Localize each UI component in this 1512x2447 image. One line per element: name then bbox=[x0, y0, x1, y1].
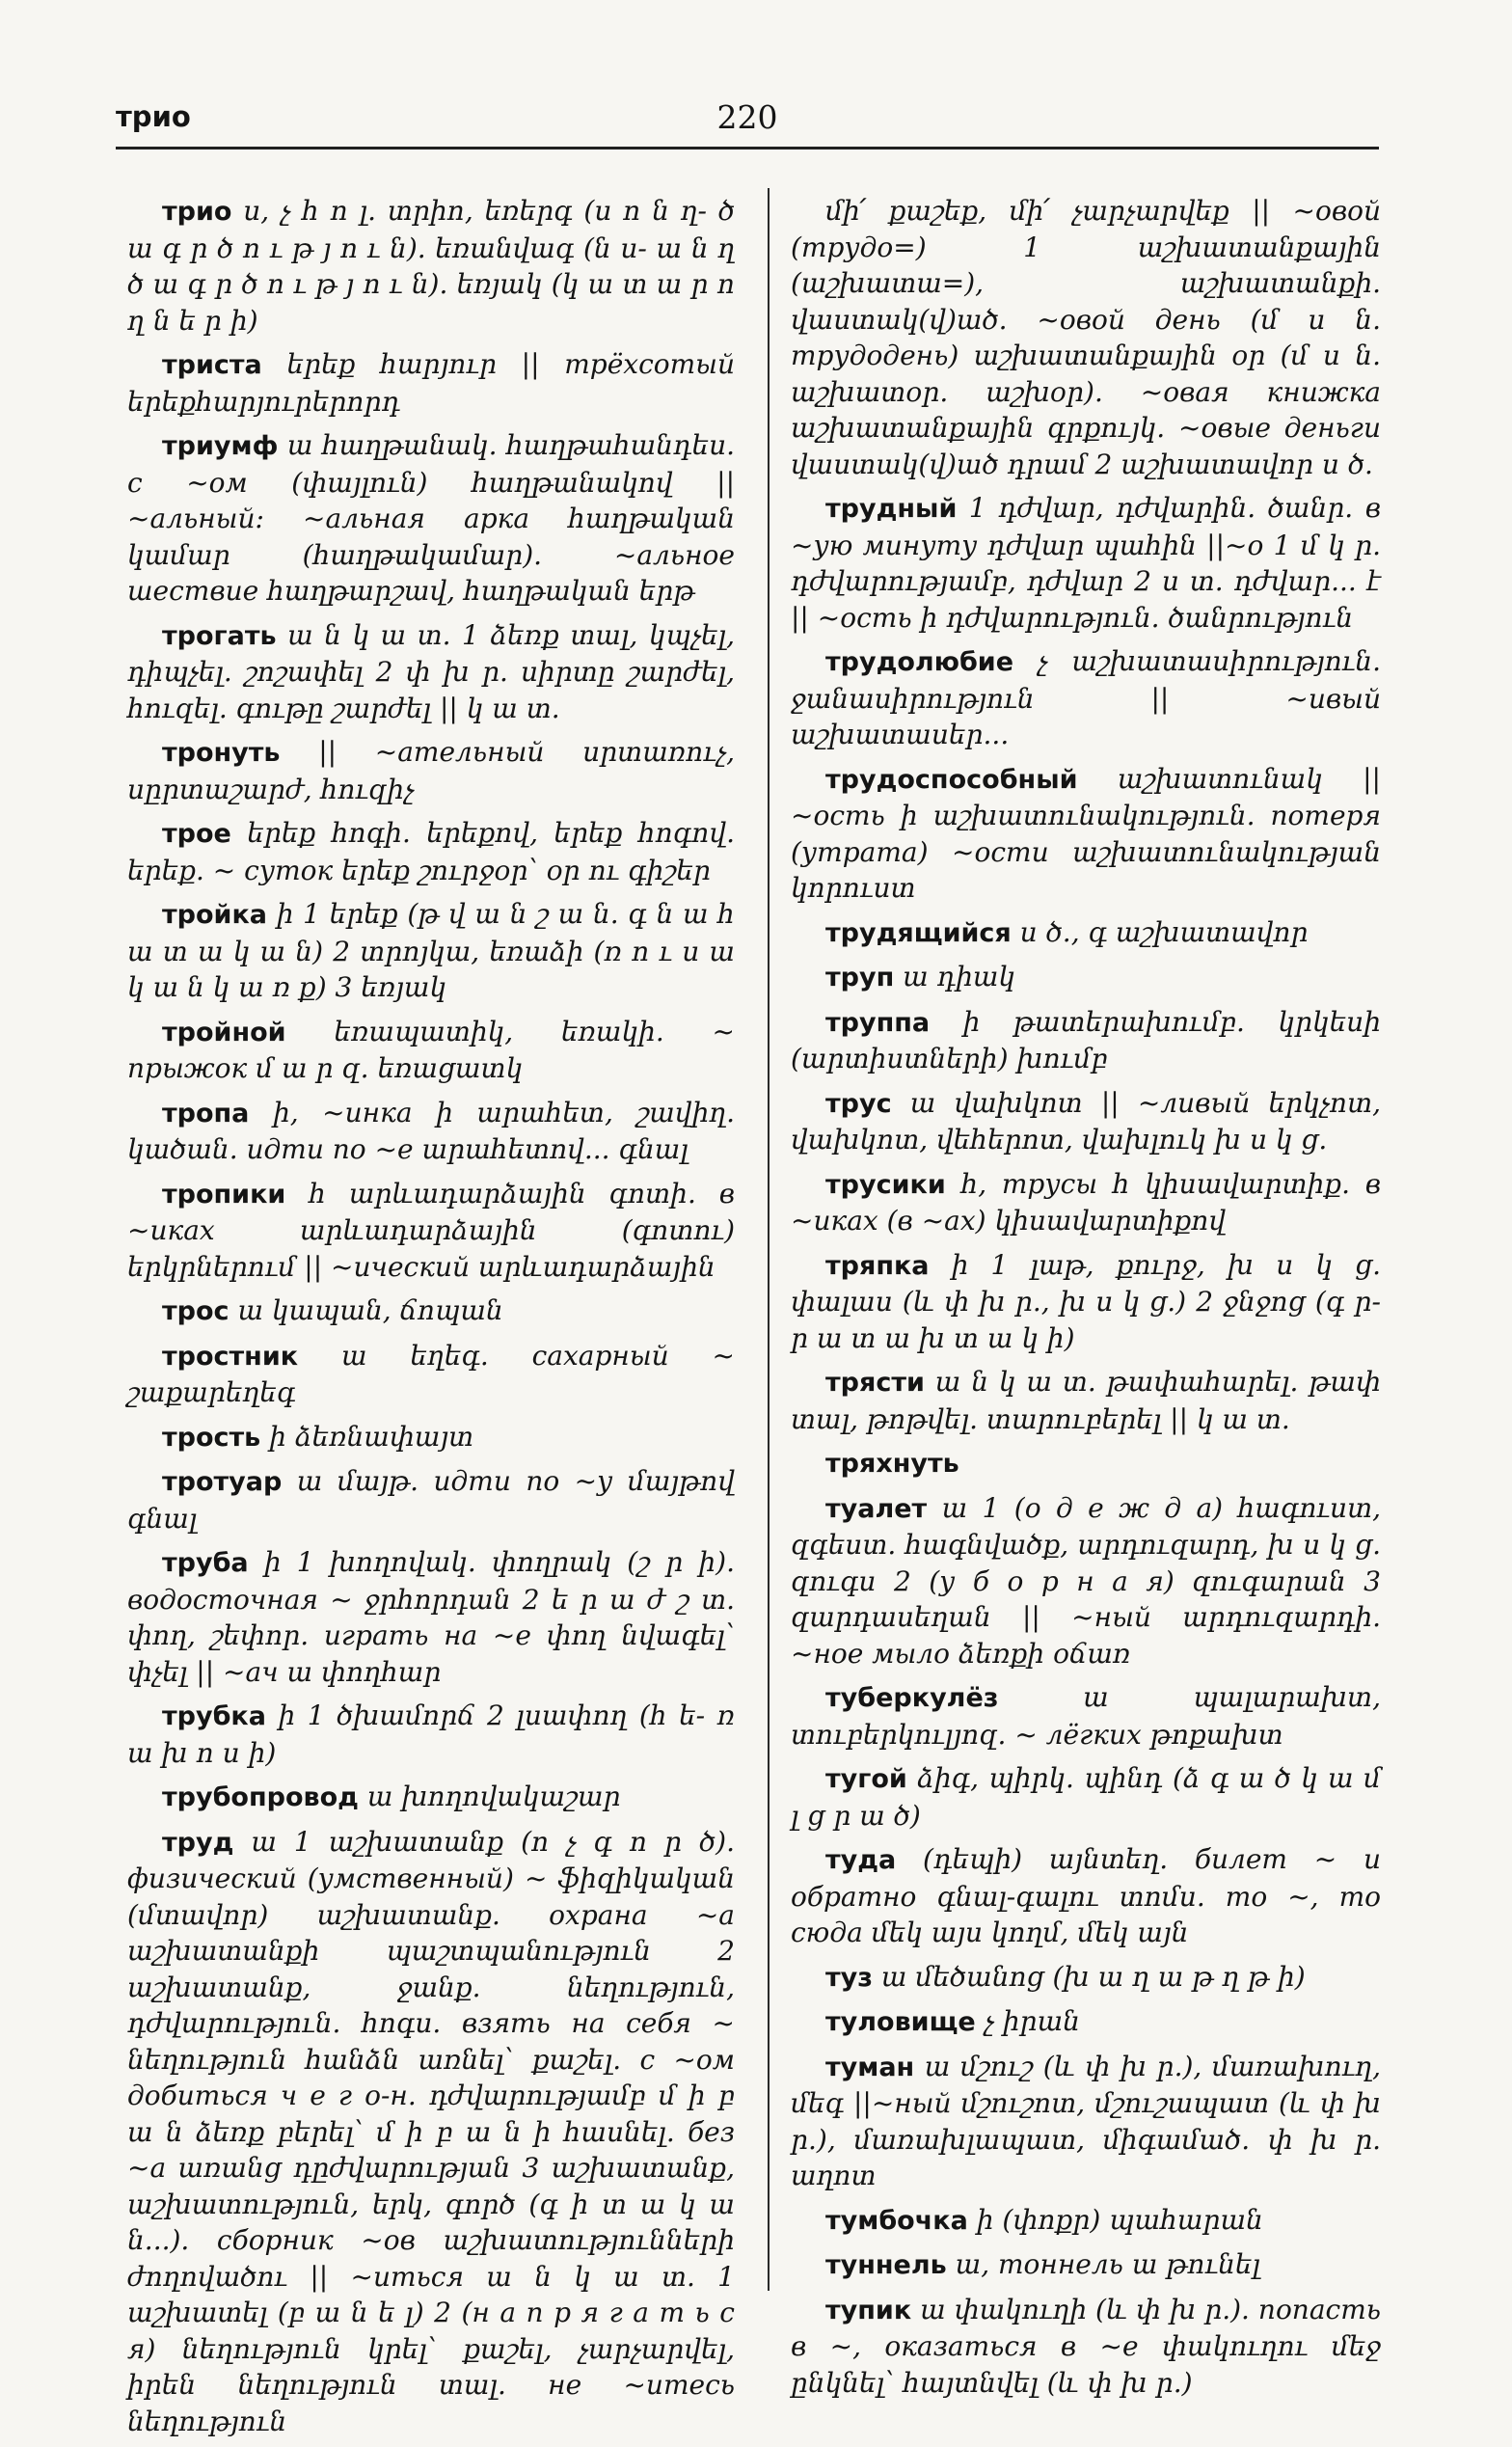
dictionary-entry bbox=[791, 1085, 1381, 1158]
headword: туалет bbox=[825, 1493, 928, 1524]
dictionary-entry bbox=[791, 2049, 1381, 2194]
dictionary-entry bbox=[791, 2003, 1381, 2041]
headword: тряпка bbox=[825, 1250, 930, 1281]
translation: ա մշուշ (և փ խ ր.), մառախուղ, մեգ ||~ный մշուշոտ, մշուշապատ (և փ խ ր.), մառախլապատ, միգամած. փ խ ր. աղոտ bbox=[791, 2050, 1382, 2191]
headword: трогать bbox=[162, 620, 277, 651]
headword: тугой bbox=[825, 1764, 907, 1794]
dictionary-entry bbox=[127, 346, 735, 420]
translation: ա փակուղի (և փ խ ր.). попасть в ~, оказаться в ~е փակուղու մեջ ընկնել՝ հայտնվել (և փ խ ր.) bbox=[791, 2293, 1382, 2399]
dictionary-entry bbox=[791, 1490, 1381, 1672]
translation: ա ն կ ա տ. 1 ձեռք տալ, կպչել, դիպչել. շոշափել 2 փ խ ր. սիրտը շարժել, հուզել. գութը շարժել || կ ա տ. bbox=[127, 618, 736, 724]
translation: ձիգ, պիրկ. պինդ (ձ գ ա ծ կ ա մ լ ց ր ա ծ) bbox=[791, 1762, 1381, 1832]
translation: 1 դժվար, դժվարին. ծանր. в ~ую минуту դժվար պահին ||~о 1 մ կ ր. դժվարությամբ, դժվար 2 ս տ. դժվար... է || ~ость ի դժվարություն. ծանրություն bbox=[791, 492, 1382, 634]
translation: չ իրան bbox=[984, 2005, 1080, 2037]
page-header bbox=[116, 96, 1379, 147]
translation: || ~ательный սրտառուչ, սըրտաշարժ, հուզիչ bbox=[127, 736, 735, 805]
dictionary-entry bbox=[127, 896, 735, 1006]
headword: труба bbox=[162, 1548, 249, 1578]
headword: туловище bbox=[825, 2007, 976, 2037]
dictionary-entry bbox=[127, 734, 735, 807]
dictionary-entry bbox=[791, 1959, 1381, 1997]
translation: ի 1 ծխամորճ 2 լսափող (հ ե- ռ ա խ ո ս ի) bbox=[127, 1699, 736, 1769]
translation: հ արևադարձային գոտի. в ~иках արևադարձային (գոտու) երկրներում || ~ический արևադարձային bbox=[127, 1177, 735, 1283]
dictionary-entry bbox=[791, 1445, 1381, 1482]
translation: ա հաղթանակ. հաղթահանդես. с ~ом (փայլուն) հաղթանակով || ~альный: ~альная арка հաղթական կամար (հաղթակամար). ~альное шествие հաղթարշավ, հաղթական երթ bbox=[127, 429, 735, 607]
headword: туннель bbox=[825, 2250, 947, 2280]
dictionary-entry bbox=[127, 1338, 735, 1411]
headword: триумф bbox=[162, 431, 279, 461]
dictionary-entry bbox=[127, 427, 735, 610]
dictionary-entry bbox=[791, 490, 1381, 636]
translation: ա եղեգ. сахарный ~ շաքարեղեգ bbox=[127, 1339, 735, 1408]
dictionary-entry bbox=[791, 1679, 1381, 1753]
dictionary-entry bbox=[791, 761, 1381, 907]
column-divider bbox=[768, 188, 770, 2291]
translation: ա 1 աշխատանք (ո չ գ ո ր ծ). физический (умственный) ~ ֆիզիկական (մտավոր) աշխատանք. охрана ~а աշխատանքի պաշտպանություն 2 աշխատանք, ջանք. նեղություն, դժվարություն. հոգս. взять на себя ~ նեղություն հանձն առնել՝ քաշել. с ~ом добиться ч е г о-н. դժվարությամբ մ ի բ ա ն ձեռք բերել՝ մ ի բ ա ն ի հասնել. без ~а առանց դըժվարության 3 աշխատանք, աշխատություն, երկ, գործ (գ ի տ ա կ ա ն...). сборник ~ов աշխատությունների ժողովածու || ~иться ա ն կ ա տ. 1 աշխատել (բ ա ն ե լ) 2 (н а п р я г а т ь с я) նեղություն կրել՝ քաշել, չարչարվել, իրեն նեղություն տալ. не ~итесь նեղություն bbox=[127, 1825, 735, 2437]
headword: труппа bbox=[825, 1007, 931, 1038]
translation: ի 1 խողովակ. փողրակ (շ ր ի). водосточная ~ ջրհորդան 2 ե ր ա ժ շ տ. փող, շեփոր. играть на ~е փող նվագել՝ փչել || ~ач ա փողհար bbox=[127, 1546, 735, 1688]
translation: եռապատիկ, եռակի. ~ прыжок մ ա ր զ. եռացատկ bbox=[127, 1015, 735, 1084]
headword: туз bbox=[825, 1962, 873, 1993]
headword: трость bbox=[162, 1422, 261, 1453]
headword: труп bbox=[825, 963, 895, 992]
dictionary-entry bbox=[791, 2246, 1381, 2284]
translation: ի ձեռնափայտ bbox=[269, 1420, 474, 1453]
translation: ի, ~инка ի արահետ, շավիղ. կածան. идти по ~е արահետով... գնալ bbox=[127, 1096, 735, 1165]
dictionary-entry bbox=[127, 815, 735, 888]
translation: ի թատերախումբ. կրկեսի (արտիստների) խումբ bbox=[791, 1005, 1381, 1074]
headword: тройка bbox=[162, 900, 267, 930]
headword: тростник bbox=[162, 1341, 299, 1372]
headword: трудоспособный bbox=[825, 764, 1078, 795]
dictionary-entry bbox=[791, 1841, 1381, 1951]
translation: ա վախկոտ || ~ливый երկչոտ, վախկոտ, վեհերոտ, վախլուկ խ ս կ ց. bbox=[791, 1086, 1381, 1156]
dictionary-entry bbox=[791, 1364, 1381, 1437]
headword: труд bbox=[162, 1827, 234, 1858]
translation: աշխատունակ || ~ость ի աշխատունակություն. потеря (утрата) ~ости աշխատունակության կորուստ bbox=[791, 762, 1381, 904]
headword: трубка bbox=[162, 1701, 266, 1731]
headword: трое bbox=[162, 819, 231, 849]
translation: ա ն կ ա տ. թափահարել. թափ տալ, թոթվել. տարուբերել || կ ա տ. bbox=[791, 1366, 1381, 1435]
dictionary-entry bbox=[127, 1176, 735, 1286]
dictionary-entry bbox=[127, 1014, 735, 1087]
dictionary-entry bbox=[127, 1095, 735, 1168]
translation: (դեպի) այնտեղ. билет ~ и обратно գնալ-գալու տոմս. то ~, то сюда մեկ այս կողմ, մեկ այն bbox=[791, 1843, 1381, 1948]
translation: ա 1 (о д е ж д а) հագուստ, զգեստ. հագնվածք, արդուզարդ, խ ս կ ց. զուգս 2 (у б о р н а я) զուգարան 3 զարդասեղան || ~ный արդուզարդի. ~ное мыло ձեռքի օճառ bbox=[791, 1491, 1381, 1670]
headword: трудящийся bbox=[825, 917, 1012, 948]
headword: трио bbox=[162, 197, 232, 227]
dictionary-entry bbox=[791, 1166, 1381, 1239]
translation: ա պալարախտ, տուբերկուլյոզ. ~ лёгких թոքախտ bbox=[791, 1681, 1381, 1751]
headword: туберкулёз bbox=[825, 1683, 999, 1713]
headword: тряхнуть bbox=[825, 1449, 959, 1479]
left-column bbox=[127, 193, 735, 2447]
translation: ս ծ., գ աշխատավոր bbox=[1019, 915, 1309, 948]
dictionary-entry bbox=[127, 1698, 735, 1771]
dictionary-entry bbox=[791, 643, 1381, 753]
headword: тройной bbox=[162, 1017, 286, 1047]
dictionary-entry bbox=[791, 193, 1381, 482]
translation: մի՛ քաշեք, մի՛ չարչարվեք || ~овой (трудо=) 1 աշխատանքային (աշխատա=), աշխատանքի. վաստակ(վ)ած. ~овой день (մ ս ն. трудодень) աշխատանքային օր (մ ս ն. աշխատօր. աշխօր). ~овая книжка աշխատանքային գրքույկ. ~овые деньги վաստակ(վ)ած դրամ 2 աշխատավոր ս ծ. bbox=[791, 195, 1381, 480]
headword: туда bbox=[825, 1845, 897, 1875]
dictionary-entry bbox=[791, 2202, 1381, 2240]
translation: ի 1 երեք (թ վ ա ն շ ա ն. գ ն ա հ ա տ ա կ ա ն) 2 տրոյկա, եռաձի (ռ ո ւ ս ա կ ա ն կ ա ռ ք) 3 եռյակ bbox=[127, 898, 735, 1003]
dictionary-entry bbox=[791, 1247, 1381, 1357]
translation: հ, трусы հ կիսավարտիք. в ~иках (в ~ах) կիսավարտիքով bbox=[791, 1167, 1382, 1237]
header-rule bbox=[116, 147, 1379, 150]
page-number: 220 bbox=[716, 98, 778, 136]
translation: ս, չ հ ո լ. տրիո, եռերգ (ս ո ն ղ- ծ ա գ ր ծ ո ւ թ յ ո ւ ն). եռանվագ (ն ս- ա ն ղ ծ ա գ ր ծ ո ւ թ յ ո ւ ն). եռյակ (կ ա տ ա ր ո ղ ն ե ր ի) bbox=[127, 195, 735, 337]
dictionary-entry bbox=[791, 914, 1381, 952]
translation: ա, тоннель ա թունել bbox=[955, 2248, 1261, 2280]
dictionary-entry bbox=[791, 959, 1381, 996]
translation: ի 1 լաթ, քուրջ, խ ս կ ց. փալաս (և փ խ ր., խ ս կ ց.) 2 ջնջոց (գ ր- ր ա տ ա խ տ ա կ ի) bbox=[791, 1248, 1381, 1354]
translation: երեք հարյուր || трёхсотый երեքհարյուրերորդ bbox=[127, 348, 735, 418]
dictionary-entry bbox=[127, 617, 735, 727]
headword: трудолюбие bbox=[825, 647, 1014, 677]
headword: туман bbox=[825, 2052, 915, 2082]
headword: тумбочка bbox=[825, 2205, 968, 2236]
dictionary-entry bbox=[127, 1824, 735, 2440]
dictionary-entry bbox=[127, 1292, 735, 1330]
headword: трусики bbox=[825, 1169, 946, 1200]
dictionary-entry bbox=[127, 193, 735, 339]
translation: ա մայթ. идти по ~у մայթով գնալ bbox=[127, 1465, 735, 1535]
dictionary-entry bbox=[791, 1760, 1381, 1834]
headword: тронуть bbox=[162, 738, 281, 768]
headword: тропа bbox=[162, 1098, 250, 1128]
translation: երեք հոգի. երեքով, երեք հոգով. երեք. ~ суток երեք շուրջօր՝ օր ու գիշեր bbox=[127, 817, 736, 886]
translation: ա մեծանոց (խ ա ղ ա թ ղ թ ի) bbox=[880, 1960, 1306, 1993]
headword: тупик bbox=[825, 2295, 912, 2325]
translation: չ աշխատասիրություն. ջանասիրություն || ~ивый աշխատասեր... bbox=[791, 645, 1381, 750]
headword: трудный bbox=[825, 494, 958, 524]
translation: ա կապան, ճոպան bbox=[237, 1294, 503, 1326]
right-column bbox=[791, 193, 1381, 2408]
running-head: трио bbox=[116, 100, 191, 133]
dictionary-entry bbox=[791, 2292, 1381, 2402]
dictionary-entry bbox=[127, 1419, 735, 1456]
dictionary-entry bbox=[127, 1779, 735, 1816]
translation: ի (փոքր) պահարան bbox=[976, 2203, 1263, 2236]
headword: трос bbox=[162, 1296, 230, 1326]
headword: триста bbox=[162, 350, 262, 380]
headword: трус bbox=[825, 1088, 892, 1119]
dictionary-entry bbox=[127, 1463, 735, 1536]
headword: тротуар bbox=[162, 1467, 283, 1497]
headword: трясти bbox=[825, 1368, 925, 1398]
headword: трубопровод bbox=[162, 1782, 359, 1812]
dictionary-entry bbox=[127, 1544, 735, 1690]
translation: ա խողովակաշար bbox=[366, 1781, 621, 1812]
dictionary-entry bbox=[791, 1004, 1381, 1077]
translation: ա դիակ bbox=[903, 961, 1015, 992]
headword: тропики bbox=[162, 1179, 286, 1210]
